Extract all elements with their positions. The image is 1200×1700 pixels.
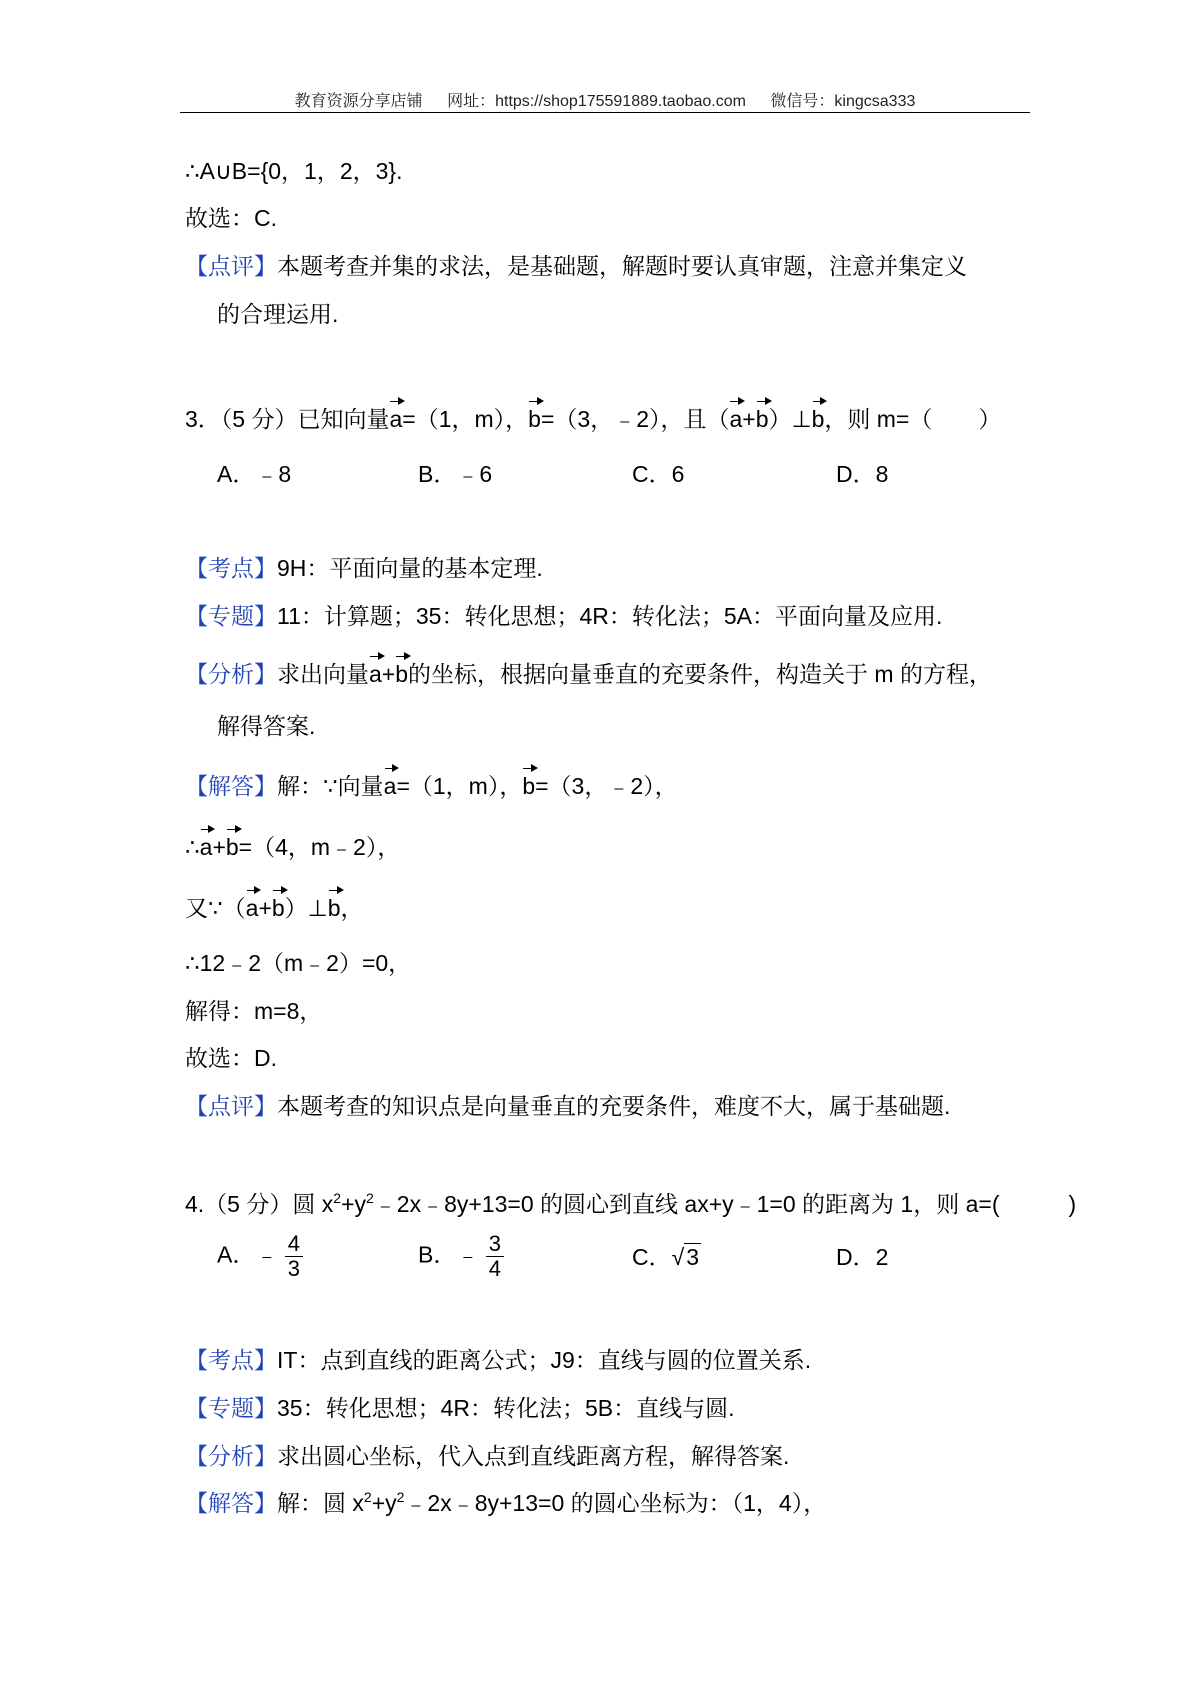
- zhuanti-text: 11：计算题；35：转化思想；4R：转化法；5A：平面向量及应用.: [277, 603, 943, 629]
- q4-option-c: [632, 1242, 701, 1272]
- q3-step2: [185, 891, 364, 923]
- kaodian-text: IT：点到直线的距离公式；J9：直线与圆的位置关系.: [277, 1347, 812, 1373]
- q3-step1: [185, 830, 400, 862]
- fraction: [285, 1232, 303, 1281]
- plus: +: [212, 834, 226, 860]
- option-label: C．: [632, 1244, 672, 1270]
- vector-a: a: [246, 891, 259, 923]
- denominator: 4: [488, 1256, 501, 1281]
- fenxi-tag: 【分析】: [185, 1443, 277, 1469]
- q3-dianping: [185, 1091, 950, 1121]
- numerator: 4: [285, 1232, 303, 1257]
- zhuanti-text: 35：转化思想；4R：转化法；5B：直线与圆.: [277, 1395, 735, 1421]
- q3-fenxi: [185, 657, 992, 689]
- q3-eq2: =（3，﹣2），且（: [540, 406, 730, 432]
- jieda-a: 解：圆 x: [277, 1490, 364, 1516]
- vector-b: b: [395, 657, 408, 689]
- prev-choice: 故选：C.: [185, 205, 277, 231]
- q3-eq1: =（1，m），: [402, 406, 529, 432]
- step2-end: ，: [340, 895, 364, 921]
- vector-a: a: [389, 402, 402, 434]
- header-wechat: 微信号：kingcsa333: [770, 93, 916, 110]
- q3-fenxi-cont: 解得答案.: [217, 713, 316, 739]
- exponent: 2: [366, 1190, 374, 1206]
- jieda-b: +y: [371, 1490, 397, 1516]
- exponent: 2: [396, 1489, 405, 1505]
- jieda-mid2: =（3，﹣2），: [535, 773, 678, 799]
- kaodian-text: 9H：平面向量的基本定理.: [277, 555, 543, 581]
- q3-jieda: [185, 769, 678, 801]
- option-label: A．﹣: [217, 1241, 279, 1268]
- q4-stem-c: ﹣2x﹣8y+13=0 的圆心到直线 ax+y﹣1=0 的距离为 1，则 a=( ): [373, 1191, 1077, 1217]
- q4-stem-b: +y: [341, 1191, 366, 1217]
- q3-perp: ）⊥: [768, 406, 812, 432]
- step2-post: ）⊥: [284, 895, 328, 921]
- vector-b: b: [756, 402, 769, 434]
- vector-a: a: [729, 402, 742, 434]
- q3-step3: ∴12﹣2（m﹣2）=0，: [185, 950, 412, 976]
- vector-b: b: [226, 830, 239, 862]
- q4-fenxi: [185, 1441, 789, 1471]
- comment-text: 本题考查并集的求法，是基础题，解题时要认真审题，注意并集定义: [277, 253, 967, 279]
- vector-a: a: [384, 769, 397, 801]
- q4-option-b: [418, 1232, 504, 1281]
- vector-b: b: [812, 402, 825, 434]
- step1-pre: ∴: [185, 834, 200, 860]
- vector-a: a: [200, 830, 213, 862]
- q3-tail: ，则 m=（ ）: [824, 406, 1002, 432]
- fenxi-text: 求出圆心坐标，代入点到直线距离方程，解得答案.: [277, 1443, 790, 1469]
- q3-option-d: D．8: [836, 461, 889, 487]
- step1-post: =（4，m﹣2），: [238, 834, 401, 860]
- exponent: 2: [333, 1190, 342, 1206]
- numerator: 3: [486, 1232, 504, 1257]
- jieda-tag: 【解答】: [185, 1490, 277, 1516]
- vector-b: b: [272, 891, 285, 923]
- dianping-tag: 【点评】: [185, 1093, 277, 1119]
- dianping-text: 本题考查的知识点是向量垂直的充要条件，难度不大，属于基础题.: [277, 1093, 951, 1119]
- q3-stem-pre: 3．（5 分）已知向量: [185, 406, 390, 432]
- kaodian-tag: 【考点】: [185, 555, 277, 581]
- q3-option-b: B．﹣6: [418, 461, 493, 487]
- q3-zhuanti: [185, 601, 942, 631]
- square-root: [672, 1242, 701, 1272]
- plus: +: [742, 406, 756, 432]
- jieda-tag: 【解答】: [185, 773, 277, 799]
- denominator: 3: [287, 1256, 300, 1281]
- q4-stem: [185, 1189, 1076, 1219]
- fenxi-pre: 求出向量: [277, 661, 369, 687]
- page-header: [180, 88, 1030, 111]
- q3-kaodian: [185, 553, 543, 583]
- prev-comment: [185, 251, 967, 281]
- header-rule: [180, 112, 1030, 113]
- vector-b: b: [528, 402, 541, 434]
- radicand: 3: [686, 1244, 700, 1270]
- zhuanti-tag: 【专题】: [185, 603, 277, 629]
- fenxi-tag: 【分析】: [185, 661, 277, 687]
- q4-zhuanti: [185, 1393, 735, 1423]
- fraction: [486, 1232, 504, 1281]
- fenxi-post: 的坐标，根据向量垂直的充要条件，构造关于 m 的方程，: [408, 661, 992, 687]
- header-url: 网址：https://shop175591889.taobao.com: [447, 93, 746, 110]
- zhuanti-tag: 【专题】: [185, 1395, 277, 1421]
- jieda-pre: 解：∵向量: [277, 773, 384, 799]
- jieda-c: ﹣2x﹣8y+13=0 的圆心坐标为：（1，4），: [404, 1490, 827, 1516]
- plus: +: [258, 895, 272, 921]
- q3-option-c: C．6: [632, 461, 685, 487]
- option-label: B．﹣: [418, 1241, 480, 1268]
- vector-b: b: [522, 769, 535, 801]
- jieda-mid1: =（1，m），: [396, 773, 523, 799]
- q3-step4: 解得：m=8，: [185, 998, 323, 1024]
- radical-sign: √: [671, 1244, 685, 1270]
- q3-option-a: A．﹣8: [217, 461, 292, 487]
- exponent: 2: [363, 1489, 372, 1505]
- kaodian-tag: 【考点】: [185, 1347, 277, 1373]
- header-shop: 教育资源分享店铺: [294, 93, 423, 110]
- vector-b: b: [328, 891, 341, 923]
- q4-option-a: [217, 1232, 303, 1281]
- q4-stem-a: 4.（5 分）圆 x: [185, 1191, 334, 1217]
- plus: +: [381, 661, 396, 687]
- step2-pre: 又∵（: [185, 895, 246, 921]
- q4-jieda: [185, 1488, 826, 1518]
- union-result: ∴A∪B={0，1，2，3}.: [185, 158, 403, 184]
- q3-stem: [185, 402, 1001, 434]
- q4-kaodian: [185, 1345, 811, 1375]
- prev-comment-cont: 的合理运用.: [217, 301, 339, 327]
- q3-choice: 故选：D.: [185, 1045, 277, 1071]
- comment-tag: 【点评】: [185, 253, 277, 279]
- vector-a: a: [369, 657, 382, 689]
- q4-option-d: D．2: [836, 1244, 889, 1270]
